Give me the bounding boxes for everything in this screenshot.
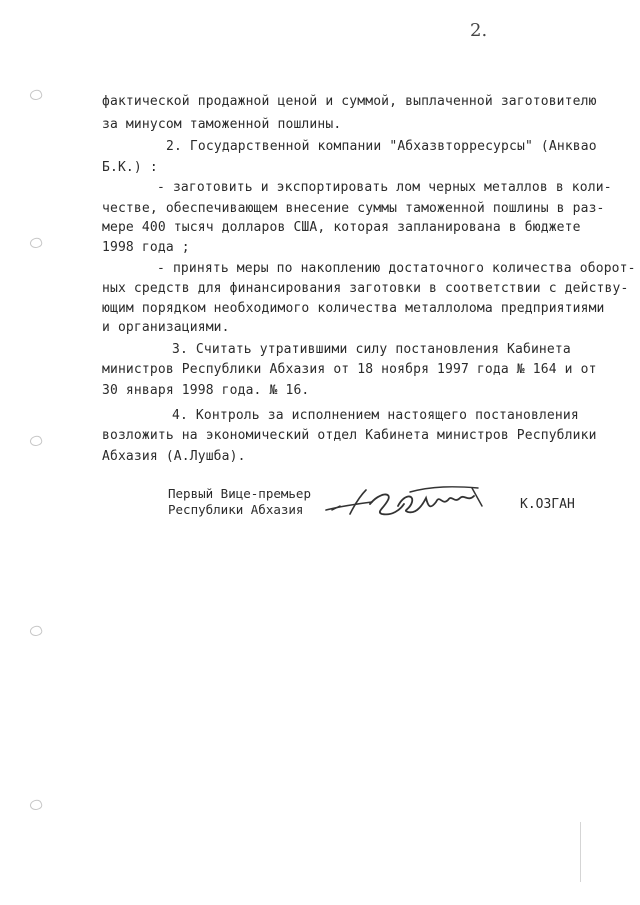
handwritten-signature (322, 480, 492, 524)
binding-hole-mark (29, 236, 44, 250)
body-line: Б.К.) : (102, 160, 158, 175)
body-line: ющим порядком необходимого количества металлолома предприятиями (102, 301, 605, 316)
page-number: 2. (470, 20, 488, 41)
binding-hole-mark (29, 798, 44, 812)
body-line: честве, обеспечивающем внесение суммы таможенной пошлины в раз- (102, 201, 605, 216)
signatory-name: К.ОЗГАН (520, 497, 575, 512)
item-3-heading: 3. Считать утратившими силу постановления Кабинета (172, 342, 571, 357)
body-line: возложить на экономический отдел Кабинета министров Республики (102, 428, 597, 443)
item-4-heading: 4. Контроль за исполнением настоящего постановления (172, 408, 579, 423)
item-2-heading: 2. Государственной компании "Абхазвторресурсы" (Анквао (166, 139, 597, 154)
list-item-dash: - принять меры по накоплению достаточного количества оборот- (157, 261, 636, 276)
body-line: за минусом таможенной пошлины. (102, 117, 342, 132)
body-line: 30 января 1998 года. № 16. (102, 383, 310, 398)
binding-hole-mark (29, 434, 44, 448)
body-line: 1998 года ; (102, 240, 190, 255)
binding-hole-mark (29, 88, 44, 102)
signatory-country: Республики Абхазия (168, 502, 304, 517)
body-line: Абхазия (А.Лушба). (102, 449, 246, 464)
body-line: мере 400 тысяч долларов США, которая запланирована в бюджете (102, 220, 581, 235)
list-item-dash: - заготовить и экспортировать лом черных металлов в коли- (157, 180, 612, 195)
body-line: фактической продажной ценой и суммой, выплаченной заготовителю (102, 94, 597, 109)
signatory-title: Первый Вице-премьер (168, 486, 311, 501)
binding-hole-mark (29, 624, 44, 638)
body-line: министров Республики Абхазия от 18 ноября 1997 года № 164 и от (102, 362, 597, 377)
scan-artifact (580, 822, 581, 882)
body-line: и организациями. (102, 320, 230, 335)
body-line: ных средств для финансирования заготовки в соответствии с действу- (102, 281, 629, 296)
